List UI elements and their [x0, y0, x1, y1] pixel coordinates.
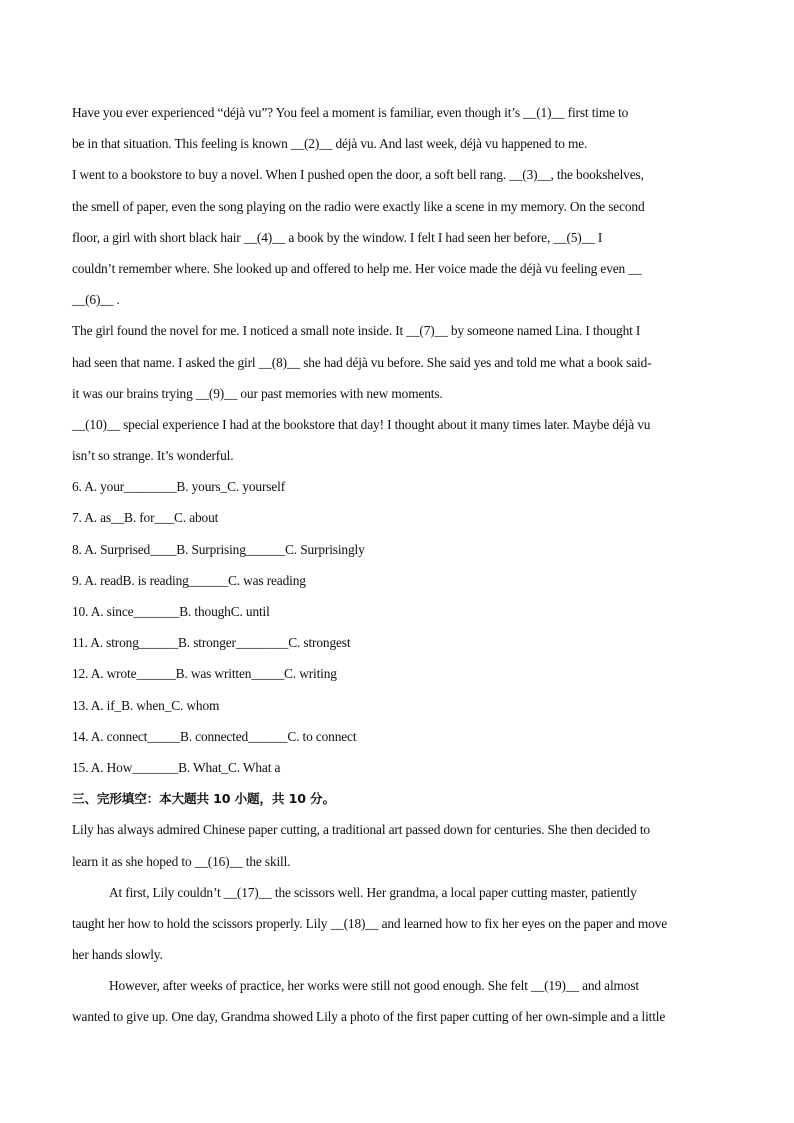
passage-line: isn’t so strange. It’s wonderful. [72, 448, 234, 464]
passage-line: At first, Lily couldn’t __(17)__ the scissors well. Her grandma, a local paper cutting master, patiently [109, 884, 637, 900]
section-heading: 三、完形填空：本大题共 10 小题，共 10 分。 [72, 791, 335, 807]
option-line-6: 6. A. your________B. yours_C. yourself [72, 479, 286, 495]
option-line-11: 11. A. strong______B. stronger________C. strongest [72, 635, 351, 651]
passage-one [72, 97, 718, 471]
option-line-7: 7. A. as__B. for___C. about [72, 510, 219, 526]
passage-line: the smell of paper, even the song playing on the radio were exactly like a scene in my memory. On the second [72, 198, 645, 214]
passage-line: couldn’t remember where. She looked up and offered to help me. Her voice made the déjà vu feeling even __ [72, 260, 642, 276]
passage-line: learn it as she hoped to __(16)__ the skill. [72, 853, 291, 869]
option-line-13: 13. A. if_B. when_C. whom [72, 697, 220, 713]
passage-line: her hands slowly. [72, 947, 163, 963]
answer-options [72, 471, 718, 783]
passage-line: taught her how to hold the scissors properly. Lily __(18)__ and learned how to fix her eyes on the paper and move [72, 915, 668, 931]
option-line-12: 12. A. wrote______B. was written_____C. writing [72, 666, 337, 682]
passage-line: The girl found the novel for me. I noticed a small note inside. It __(7)__ by someone named Lina. I thought I [72, 323, 641, 339]
passage-line: However, after weeks of practice, her works were still not good enough. She felt __(19)__ and almost [109, 978, 639, 994]
passage-line: Have you ever experienced “déjà vu”? You feel a moment is familiar, even though it’s __(1)__ first time to [72, 105, 629, 120]
passage-line: it was our brains trying __(9)__ our past memories with new moments. [72, 385, 443, 401]
passage-line: had seen that name. I asked the girl __(8)__ she had déjà vu before. She said yes and told me what a book said- [72, 354, 652, 370]
passage-line: Lily has always admired Chinese paper cutting, a traditional art passed down for centuries. She then decided to [72, 822, 650, 838]
passage-line: I went to a bookstore to buy a novel. When I pushed open the door, a soft bell rang. __(3)__, the bookshelves, [72, 167, 644, 183]
option-line-9: 9. A. readB. is reading______C. was reading [72, 572, 306, 588]
passage-line: __(6)__ . [72, 292, 120, 308]
passage-two [72, 814, 718, 1032]
document-page [72, 97, 718, 1033]
option-line-14: 14. A. connect_____B. connected______C. to connect [72, 728, 357, 744]
passage-line: wanted to give up. One day, Grandma showed Lily a photo of the first paper cutting of her own-simple and a little [72, 1009, 666, 1025]
option-line-8: 8. A. Surprised____B. Surprising______C. Surprisingly [72, 541, 365, 557]
option-line-10: 10. A. since_______B. thoughC. until [72, 604, 270, 619]
passage-line: __(10)__ special experience I had at the bookstore that day! I thought about it many times later. Maybe déjà vu [72, 416, 651, 432]
option-line-15: 15. A. How_______B. What_C. What a [72, 759, 281, 775]
passage-line: be in that situation. This feeling is known __(2)__ déjà vu. And last week, déjà vu happened to me. [72, 136, 588, 152]
passage-line: floor, a girl with short black hair __(4)__ a book by the window. I felt I had seen her before, __(5)__ I [72, 229, 603, 245]
